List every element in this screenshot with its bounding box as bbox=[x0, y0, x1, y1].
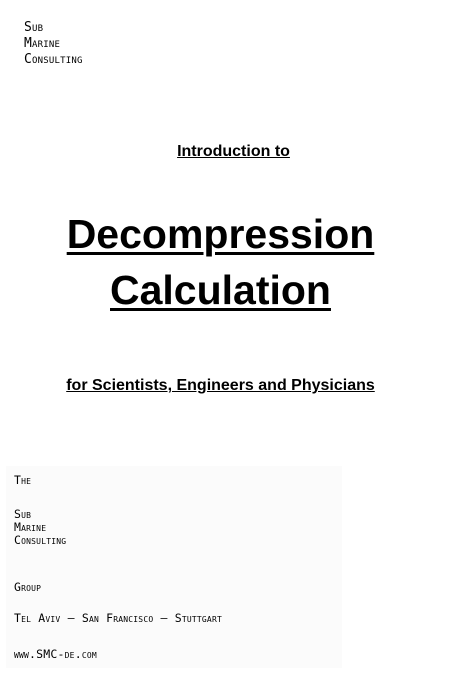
footer-website: www.SMC-de.com bbox=[14, 647, 97, 661]
footer-group: Group bbox=[14, 580, 42, 594]
footer-org-sub: Sub bbox=[14, 507, 32, 521]
footer-org-marine: Marine bbox=[14, 520, 47, 534]
logo-line-marine: Marine bbox=[24, 36, 61, 51]
footer-cities: Tel Aviv – San Francisco – Stuttgart bbox=[14, 611, 222, 625]
intro-heading: Introduction to bbox=[177, 143, 290, 160]
logo-line-consulting: Consulting bbox=[24, 52, 83, 67]
footer-panel bbox=[6, 466, 342, 668]
title-line-1: Decompression bbox=[66, 211, 375, 257]
title-line-2: Calculation bbox=[110, 267, 331, 313]
company-logo bbox=[24, 20, 83, 68]
logo-line-sub: Sub bbox=[24, 20, 44, 35]
document-title bbox=[0, 206, 441, 318]
footer-the: The bbox=[14, 473, 32, 487]
document-subtitle: for Scientists, Engineers and Physicians bbox=[66, 377, 375, 394]
footer-organization bbox=[14, 508, 66, 547]
footer-org-consulting: Consulting bbox=[14, 533, 67, 547]
